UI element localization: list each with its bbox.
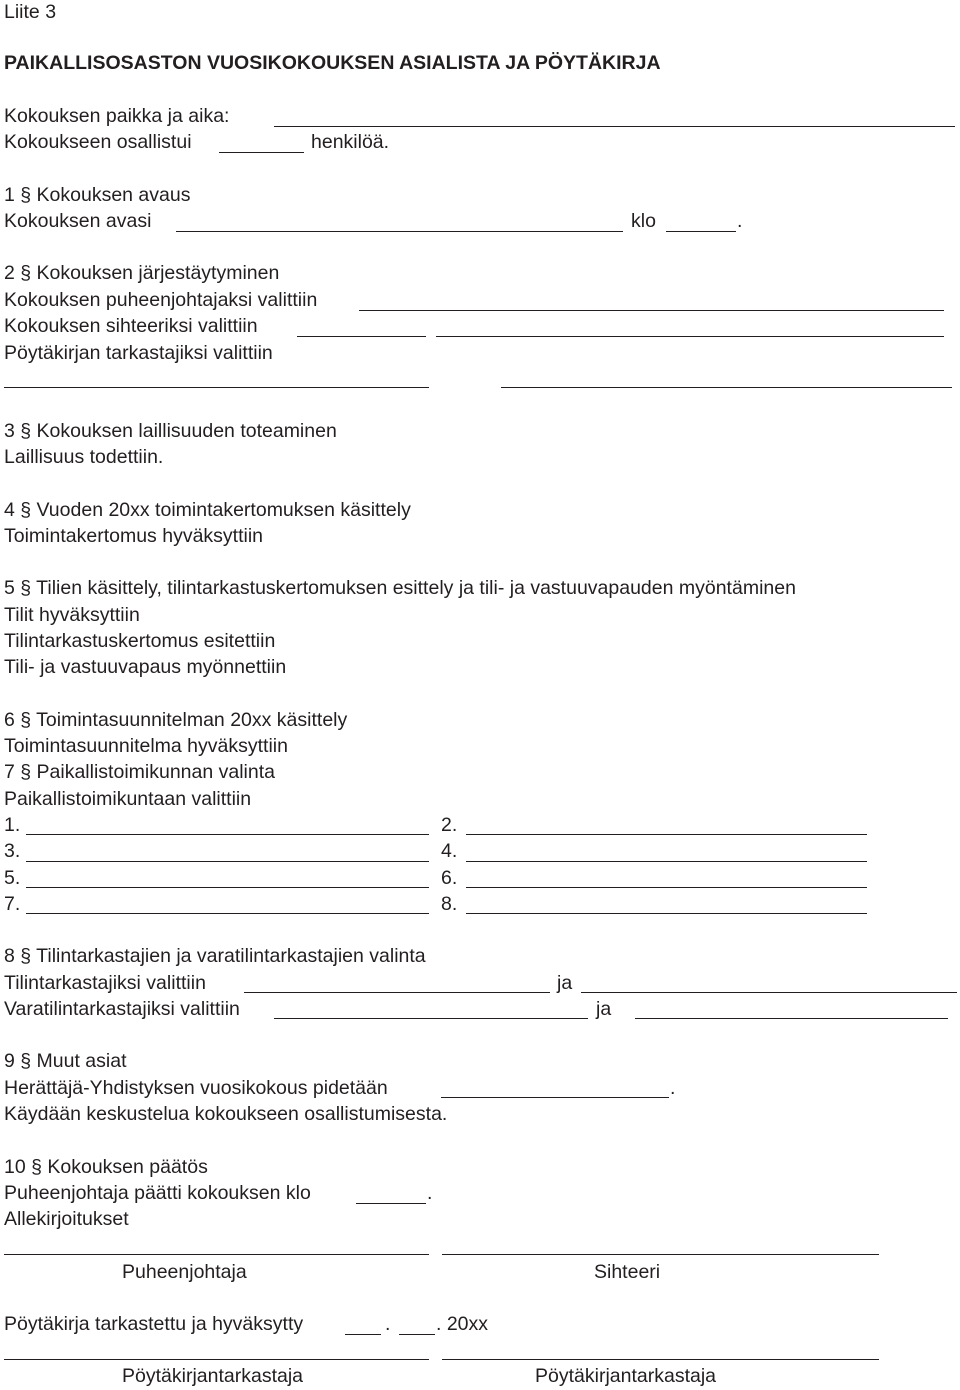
committee-number-7: 7. <box>4 893 21 915</box>
secretary-signature-caption: Sihteeri <box>594 1261 661 1283</box>
opened-time-field[interactable] <box>666 231 736 232</box>
accounts-approved-text: Tilit hyväksyttiin <box>4 604 140 626</box>
audit-report-text: Tilintarkastuskertomus esitettiin <box>4 630 276 652</box>
attendance-suffix: henkilöä. <box>311 131 390 153</box>
chair-label: Kokouksen puheenjohtajaksi valittiin <box>4 289 318 311</box>
section-3-heading: 3 § Kokouksen laillisuuden toteaminen <box>4 420 337 442</box>
committee-number-2: 2. <box>441 814 458 836</box>
committee-member-field-1[interactable] <box>26 834 429 835</box>
auditors-ja: ja <box>557 972 573 994</box>
committee-number-8: 8. <box>441 893 458 915</box>
checker-field-2[interactable] <box>501 387 952 388</box>
discussion-text: Käydään keskustelua kokoukseen osallistumisesta. <box>4 1103 448 1125</box>
committee-member-field-8[interactable] <box>466 913 867 914</box>
committee-number-6: 6. <box>441 867 458 889</box>
attendance-count-field[interactable] <box>219 152 304 153</box>
committee-member-field-5[interactable] <box>26 887 429 888</box>
document-title: PAIKALLISOSASTON VUOSIKOKOUKSEN ASIALISTA JA PÖYTÄKIRJA <box>4 52 661 74</box>
checker-signature-caption-1: Pöytäkirjantarkastaja <box>122 1365 304 1387</box>
secretary-label: Kokouksen sihteeriksi valittiin <box>4 315 258 337</box>
auditors-label: Tilintarkastajiksi valittiin <box>4 972 206 994</box>
opened-dot: . <box>737 210 743 232</box>
section-7-heading: 7 § Paikallistoimikunnan valinta <box>4 761 275 783</box>
checkers-label: Pöytäkirjan tarkastajiksi valittiin <box>4 342 273 364</box>
annual-meeting-field[interactable] <box>441 1097 669 1098</box>
approval-year: . 20xx <box>436 1313 489 1335</box>
chair-field[interactable] <box>359 310 944 311</box>
committee-text: Paikallistoimikuntaan valittiin <box>4 788 252 810</box>
closing-time-field[interactable] <box>356 1203 426 1204</box>
committee-number-3: 3. <box>4 840 21 862</box>
opened-by-label: Kokouksen avasi <box>4 210 152 232</box>
approval-day-field[interactable] <box>345 1334 381 1335</box>
annual-meeting-dot: . <box>670 1077 676 1099</box>
checker-signature-caption-2: Pöytäkirjantarkastaja <box>535 1365 717 1387</box>
secretary-field-1[interactable] <box>297 336 426 337</box>
section-8-heading: 8 § Tilintarkastajien ja varatilintarkastajien valinta <box>4 945 426 967</box>
auditor-field-1[interactable] <box>244 992 550 993</box>
discharge-text: Tili- ja vastuuvapaus myönnettiin <box>4 656 287 678</box>
deputies-label: Varatilintarkastajiksi valittiin <box>4 998 240 1020</box>
opened-by-field[interactable] <box>176 231 623 232</box>
chair-signature-line[interactable] <box>4 1254 429 1255</box>
committee-member-field-2[interactable] <box>466 834 867 835</box>
section-5-heading: 5 § Tilien käsittely, tilintarkastuskertomuksen esittely ja tili- ja vastuuvapauden myöntäminen <box>4 577 796 599</box>
committee-number-4: 4. <box>441 840 458 862</box>
place-time-field[interactable] <box>274 126 955 127</box>
checker-signature-line-1[interactable] <box>4 1359 429 1360</box>
attendance-prefix: Kokoukseen osallistui <box>4 131 192 153</box>
place-time-label: Kokouksen paikka ja aika: <box>4 105 230 127</box>
committee-member-field-3[interactable] <box>26 861 429 862</box>
approval-label: Pöytäkirja tarkastettu ja hyväksytty <box>4 1313 304 1335</box>
deputy-field-1[interactable] <box>274 1018 588 1019</box>
signatures-label: Allekirjoitukset <box>4 1208 129 1230</box>
committee-member-field-4[interactable] <box>466 861 867 862</box>
opened-klo-label: klo <box>631 210 656 232</box>
section-9-heading: 9 § Muut asiat <box>4 1050 127 1072</box>
annual-report-text: Toimintakertomus hyväksyttiin <box>4 525 264 547</box>
auditor-field-2[interactable] <box>581 992 957 993</box>
section-10-heading: 10 § Kokouksen päätös <box>4 1156 208 1178</box>
checker-field-1[interactable] <box>4 387 429 388</box>
committee-number-5: 5. <box>4 867 21 889</box>
approval-month-field[interactable] <box>399 1334 435 1335</box>
deputies-ja: ja <box>596 998 612 1020</box>
section-2-heading: 2 § Kokouksen järjestäytyminen <box>4 262 280 284</box>
committee-member-field-6[interactable] <box>466 887 867 888</box>
section-6-heading: 6 § Toimintasuunnitelman 20xx käsittely <box>4 709 348 731</box>
section-4-heading: 4 § Vuoden 20xx toimintakertomuksen käsittely <box>4 499 411 521</box>
checker-signature-line-2[interactable] <box>442 1359 879 1360</box>
attachment-label: Liite 3 <box>4 1 57 23</box>
committee-member-field-7[interactable] <box>26 913 429 914</box>
closing-dot: . <box>427 1182 433 1204</box>
annual-meeting-label: Herättäjä-Yhdistyksen vuosikokous pidetään <box>4 1077 388 1099</box>
committee-number-1: 1. <box>4 814 21 836</box>
secretary-signature-line[interactable] <box>442 1254 879 1255</box>
secretary-field-2[interactable] <box>436 336 944 337</box>
closing-label: Puheenjohtaja päätti kokouksen klo <box>4 1182 311 1204</box>
chair-signature-caption: Puheenjohtaja <box>122 1261 247 1283</box>
legality-text: Laillisuus todettiin. <box>4 446 164 468</box>
deputy-field-2[interactable] <box>635 1018 948 1019</box>
section-1-heading: 1 § Kokouksen avaus <box>4 184 191 206</box>
approval-dot: . <box>385 1313 391 1335</box>
action-plan-text: Toimintasuunnitelma hyväksyttiin <box>4 735 288 757</box>
